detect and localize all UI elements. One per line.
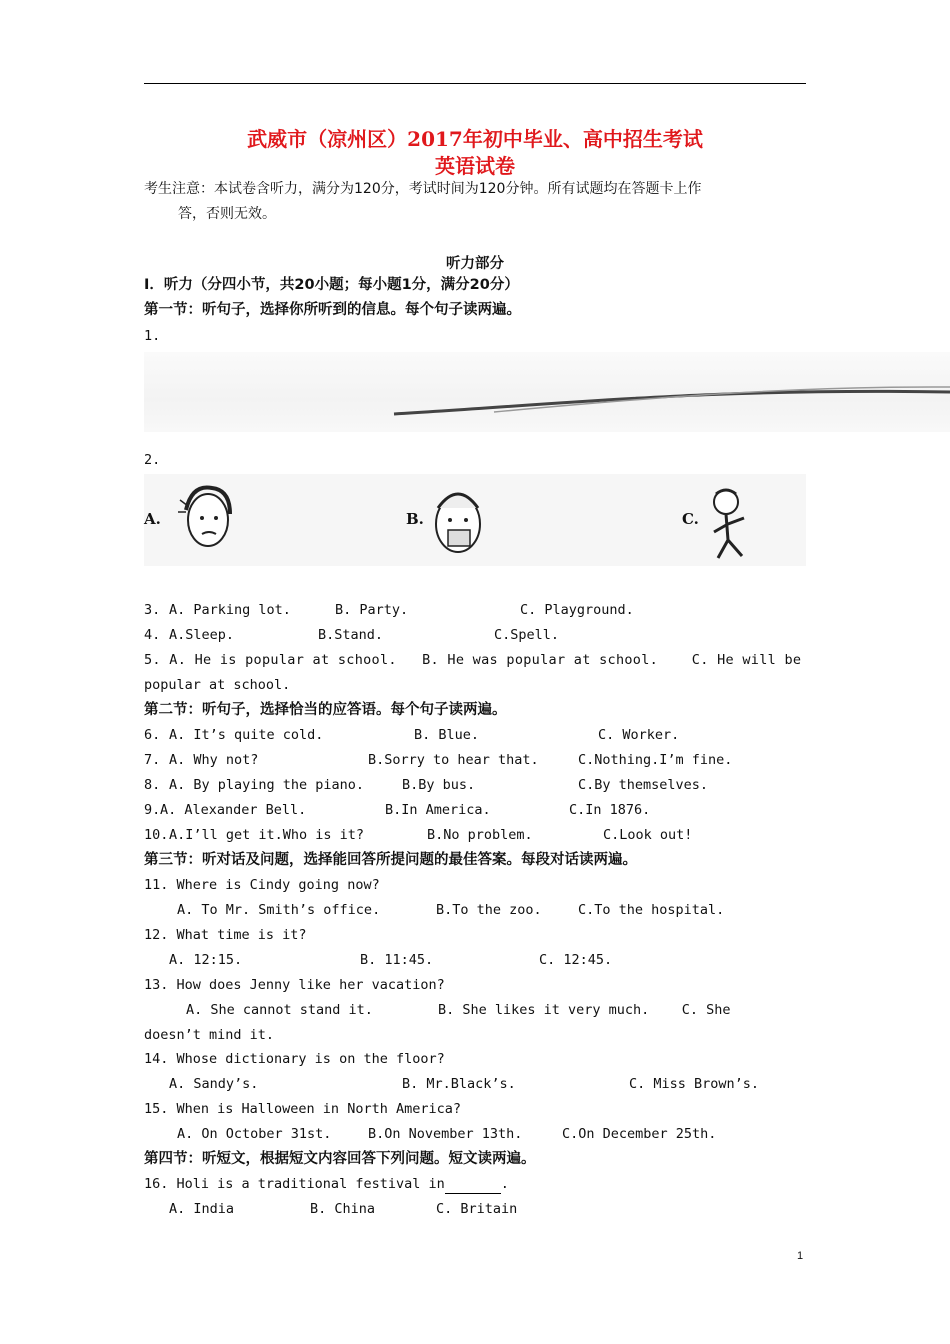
part-title: 听力部分 bbox=[446, 256, 504, 272]
q4-option-b: B.Stand. bbox=[318, 627, 384, 643]
q6-number: 6. bbox=[144, 727, 169, 743]
q8-option-a: A. By playing the piano. bbox=[169, 777, 365, 793]
q4-option-a: A.Sleep. bbox=[169, 627, 235, 643]
section-heading: I．听力（分四小节，共20小题；每小题1分，满分20分） bbox=[144, 277, 519, 293]
q8-number: 8. bbox=[144, 777, 169, 793]
q12-option-a: A. 12:15. bbox=[169, 952, 243, 968]
q4-number: 4. bbox=[144, 627, 169, 643]
q15-option-a: A. On October 31st. bbox=[177, 1126, 332, 1142]
question-6 bbox=[144, 725, 168, 745]
toothache-man-icon bbox=[428, 480, 488, 562]
q9-option-b: B.In America. bbox=[385, 802, 491, 818]
q13-options-line-2: doesn’t mind it. bbox=[144, 1027, 275, 1043]
q10-option-a: A.I’ll get it.Who is it? bbox=[169, 827, 365, 843]
q16-option-a: A. India bbox=[169, 1201, 235, 1217]
q7-option-b: B.Sorry to hear that. bbox=[368, 752, 539, 768]
subsection-4-heading: 第四节：听短文，根据短文内容回答下列问题。短文读两遍。 bbox=[144, 1151, 536, 1167]
subsection-2-heading: 第二节：听句子，选择恰当的应答语。每个句子读两遍。 bbox=[144, 702, 507, 718]
q11-option-c: C.To the hospital. bbox=[578, 902, 725, 918]
q12-option-b: B. 11:45. bbox=[360, 952, 434, 968]
q9-number: 9. bbox=[144, 802, 161, 818]
subsection-3-heading: 第三节：听对话及问题，选择能回答所提问题的最佳答案。每段对话读两遍。 bbox=[144, 852, 637, 868]
q11-option-b: B.To the zoo. bbox=[436, 902, 542, 918]
page-number: 1 bbox=[797, 1250, 804, 1262]
question-9 bbox=[144, 800, 160, 820]
question-12: 12. What time is it? bbox=[144, 927, 307, 943]
question-16 bbox=[144, 1174, 509, 1194]
question-2-pictures bbox=[144, 474, 806, 566]
q3-option-a: A. Parking lot. bbox=[169, 602, 291, 618]
q9-option-c: C.In 1876. bbox=[569, 802, 651, 818]
q16-stem: 16. Holi is a traditional festival in bbox=[144, 1176, 445, 1192]
question-5-line-2: popular at school. bbox=[144, 677, 291, 693]
question-1-image bbox=[144, 352, 950, 432]
q3-number: 3. bbox=[144, 602, 169, 618]
question-10 bbox=[144, 825, 168, 845]
headache-woman-icon bbox=[172, 480, 242, 560]
q13-options-line: A. She cannot stand it. B. She likes it very much. C. She bbox=[186, 1002, 731, 1018]
question-3 bbox=[144, 600, 168, 620]
q14-option-a: A. Sandy’s. bbox=[169, 1076, 259, 1092]
exam-notice bbox=[144, 177, 808, 227]
question-14: 14. Whose dictionary is on the floor? bbox=[144, 1051, 445, 1067]
q10-option-c: C.Look out! bbox=[603, 827, 693, 843]
question-2-number: 2. bbox=[144, 452, 161, 468]
question-4 bbox=[144, 625, 168, 645]
q8-option-c: C.By themselves. bbox=[578, 777, 709, 793]
question-5-line-1: 5. A. He is popular at school. B. He was popular at school. C. He will be bbox=[144, 652, 802, 668]
picture-a-label: A. bbox=[144, 510, 161, 528]
question-1-number: 1. bbox=[144, 328, 161, 344]
q3-option-b: B. Party. bbox=[335, 602, 409, 618]
q7-option-a: A. Why not? bbox=[169, 752, 259, 768]
question-11: 11. Where is Cindy going now? bbox=[144, 877, 380, 893]
q8-option-b: B.By bus. bbox=[402, 777, 476, 793]
q16-end: . bbox=[500, 1176, 509, 1192]
question-15: 15. When is Halloween in North America? bbox=[144, 1101, 461, 1117]
q3-option-c: C. Playground. bbox=[520, 602, 634, 618]
q6-option-c: C. Worker. bbox=[598, 727, 680, 743]
q7-number: 7. bbox=[144, 752, 169, 768]
q6-option-a: A. It’s quite cold. bbox=[169, 727, 324, 743]
answer-blank[interactable] bbox=[445, 1179, 501, 1194]
q12-option-c: C. 12:45. bbox=[539, 952, 613, 968]
subsection-1-heading: 第一节：听句子，选择你所听到的信息。每个句子读两遍。 bbox=[144, 302, 521, 318]
q11-option-a: A. To Mr. Smith’s office. bbox=[177, 902, 381, 918]
exam-subtitle: 英语试卷 bbox=[435, 154, 515, 178]
q7-option-c: C.Nothing.I’m fine. bbox=[578, 752, 733, 768]
question-8 bbox=[144, 775, 168, 795]
picture-b-label: B. bbox=[406, 510, 424, 528]
question-1-scan-line bbox=[144, 352, 950, 432]
q15-option-b: B.On November 13th. bbox=[368, 1126, 523, 1142]
notice-line-1: 考生注意：本试卷含听力，满分为120分，考试时间为120分钟。所有试题均在答题卡上作 bbox=[144, 181, 702, 197]
q16-option-c: C. Britain bbox=[436, 1201, 518, 1217]
notice-line-2: 答，否则无效。 bbox=[178, 206, 276, 222]
q6-option-b: B. Blue. bbox=[414, 727, 480, 743]
q10-number: 10. bbox=[144, 827, 169, 843]
question-7 bbox=[144, 750, 168, 770]
q14-option-b: B. Mr.Black’s. bbox=[402, 1076, 516, 1092]
q16-option-b: B. China bbox=[310, 1201, 376, 1217]
top-rule bbox=[144, 83, 806, 84]
sick-boy-icon bbox=[704, 484, 760, 566]
q9-option-a: A. Alexander Bell. bbox=[160, 802, 307, 818]
exam-title: 武威市（凉州区）2017年初中毕业、高中招生考试 bbox=[247, 127, 703, 151]
picture-c-label: C. bbox=[682, 510, 699, 528]
q15-option-c: C.On December 25th. bbox=[562, 1126, 717, 1142]
q10-option-b: B.No problem. bbox=[427, 827, 533, 843]
question-13: 13. How does Jenny like her vacation? bbox=[144, 977, 445, 993]
q4-option-c: C.Spell. bbox=[494, 627, 560, 643]
q14-option-c: C. Miss Brown’s. bbox=[629, 1076, 760, 1092]
